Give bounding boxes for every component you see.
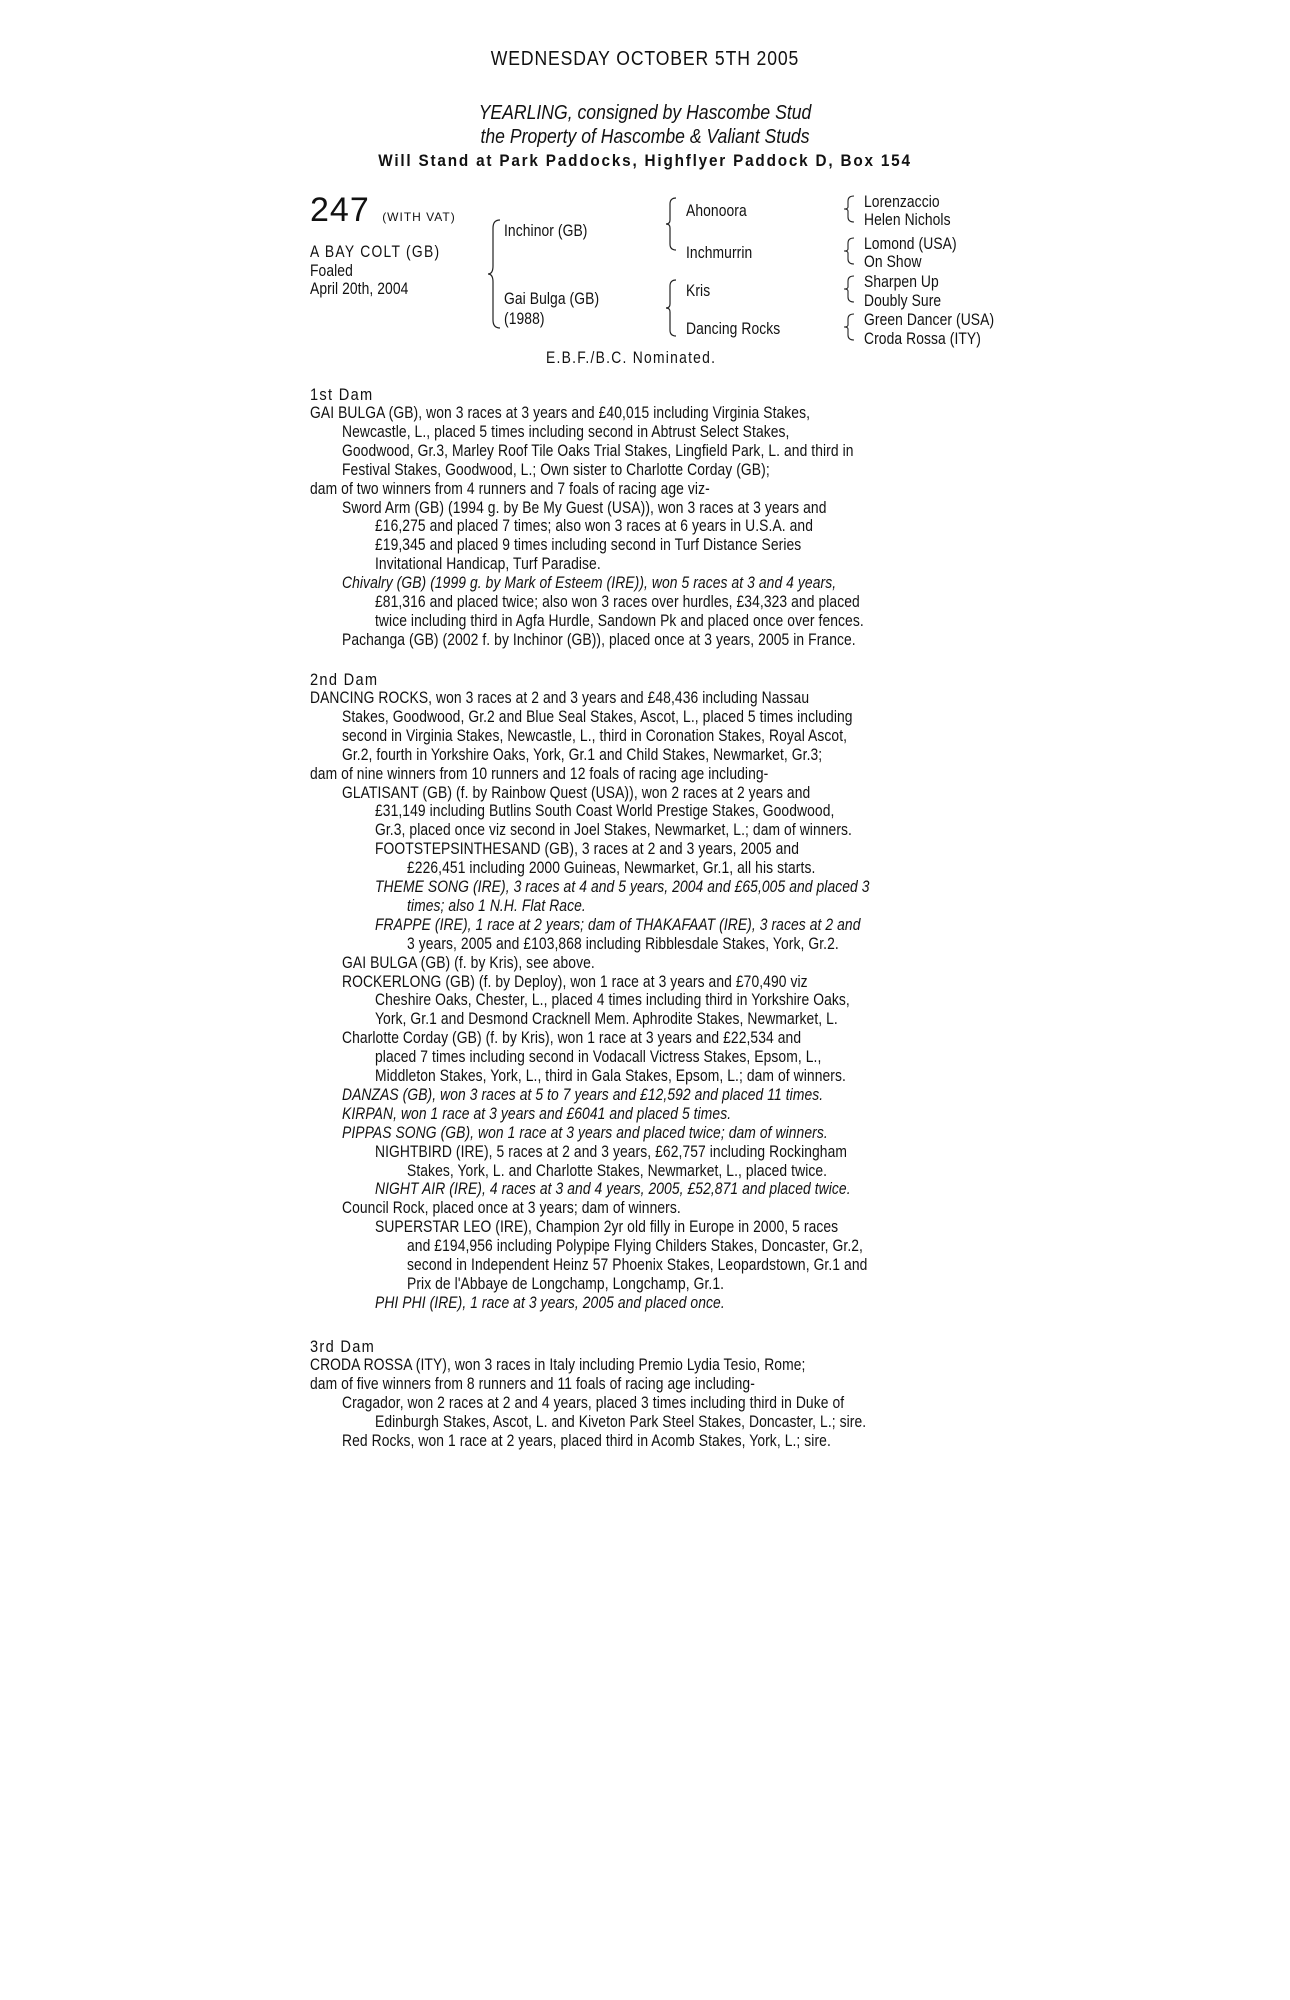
nomination-note: E.B.F./B.C. Nominated. bbox=[546, 349, 717, 367]
lot-header bbox=[310, 191, 456, 230]
ggs-4: On Show bbox=[864, 253, 922, 271]
second-dam-line: PIPPAS SONG (GB), won 1 race at 3 years and placed twice; dam of winners. bbox=[342, 1123, 828, 1142]
second-dam-line: Prix de l'Abbaye de Longchamp, Longchamp, Gr.1. bbox=[407, 1274, 725, 1293]
second-dam-line: PHI PHI (IRE), 1 race at 3 years, 2005 and placed once. bbox=[375, 1293, 725, 1312]
second-dam-line: KIRPAN, won 1 race at 3 years and £6041 and placed 5 times. bbox=[342, 1104, 732, 1123]
ggs-3: Lomond (USA) bbox=[864, 235, 957, 253]
first-dam-heading: 1st Dam bbox=[310, 385, 374, 404]
first-dam-line: GAI BULGA (GB), won 3 races at 3 years and £40,015 including Virginia Stakes, bbox=[310, 404, 811, 422]
second-dam-line: £31,149 including Butlins South Coast World Prestige Stakes, Goodwood, bbox=[375, 802, 835, 821]
first-dam-line: £16,275 and placed 7 times; also won 3 races at 6 years in U.S.A. and bbox=[375, 517, 814, 536]
second-dam-line: second in Independent Heinz 57 Phoenix Stakes, Leopardstown, Gr.1 and bbox=[407, 1256, 868, 1274]
property-line: the Property of Hascombe & Valiant Studs bbox=[480, 126, 810, 148]
ggs-2: Helen Nichols bbox=[864, 211, 951, 229]
second-dam-line: NIGHTBIRD (IRE), 5 races at 2 and 3 years, £62,757 including Rockingham bbox=[375, 1142, 848, 1161]
first-dam-line: Festival Stakes, Goodwood, L.; Own sister to Charlotte Corday (GB); bbox=[342, 460, 770, 479]
second-dam-line: placed 7 times including second in Vodacall Victress Stakes, Epsom, L., bbox=[375, 1048, 822, 1067]
second-dam-line: Stakes, York, L. and Charlotte Stakes, Newmarket, L., placed twice. bbox=[407, 1161, 828, 1180]
first-dam-line: Sword Arm (GB) (1994 g. by Be My Guest (USA)), won 3 races at 3 years and bbox=[342, 498, 827, 517]
second-dam-line: second in Virginia Stakes, Newcastle, L., third in Coronation Stakes, Royal Ascot, bbox=[342, 726, 848, 745]
brace-gg2 bbox=[842, 236, 858, 266]
second-dam-line: FRAPPE (IRE), 1 race at 2 years; dam of THAKAFAAT (IRE), 3 races at 2 and bbox=[375, 915, 861, 934]
third-dam-heading: 3rd Dam bbox=[310, 1337, 376, 1356]
consignor-line: YEARLING, consigned by Hascombe Stud bbox=[478, 102, 812, 124]
brace-gg1 bbox=[842, 194, 858, 224]
second-dam-line: £226,451 including 2000 Guineas, Newmarket, Gr.1, all his starts. bbox=[407, 859, 816, 878]
dam-line-brace bbox=[664, 278, 680, 338]
first-dam-line: twice including third in Agfa Hurdle, Sandown Pk and placed once over fences. bbox=[375, 611, 864, 630]
second-dam-line: 3 years, 2005 and £103,868 including Ribblesdale Stakes, York, Gr.2. bbox=[407, 934, 839, 953]
first-dam-line: £81,316 and placed twice; also won 3 races over hurdles, £34,323 and placed bbox=[375, 593, 860, 611]
third-dam-line: CRODA ROSSA (ITY), won 3 races in Italy including Premio Lydia Tesio, Rome; bbox=[310, 1356, 806, 1374]
second-dam-line: Council Rock, placed once at 3 years; dam of winners. bbox=[342, 1199, 681, 1218]
foaled-label: Foaled bbox=[310, 262, 353, 280]
sire-dam-brace bbox=[486, 218, 506, 330]
ggs-6: Doubly Sure bbox=[864, 292, 942, 310]
second-dam-line: Gr.3, placed once viz second in Joel Stakes, Newmarket, L.; dam of winners. bbox=[375, 821, 853, 840]
third-dam-line: Edinburgh Stakes, Ascot, L. and Kiveton Park Steel Stakes, Doncaster, L.; sire. bbox=[375, 1412, 867, 1431]
vat-note: (WITH VAT) bbox=[382, 210, 456, 224]
lot-description: A BAY COLT (GB) bbox=[310, 243, 441, 261]
ggs-5: Sharpen Up bbox=[864, 273, 939, 291]
second-dam-line: ROCKERLONG (GB) (f. by Deploy), won 1 race at 3 years and £70,490 viz bbox=[342, 972, 808, 991]
second-dam-line: DANCING ROCKS, won 3 races at 2 and 3 years and £48,436 including Nassau bbox=[310, 689, 810, 707]
ggs-1: Lorenzaccio bbox=[864, 193, 940, 211]
first-dam-line: Newcastle, L., placed 5 times including second in Abtrust Select Stakes, bbox=[342, 422, 790, 441]
third-dam-line: Red Rocks, won 1 race at 2 years, placed third in Acomb Stakes, York, L.; sire. bbox=[342, 1431, 831, 1450]
second-dam-line: Charlotte Corday (GB) (f. by Kris), won 1 race at 3 years and £22,534 and bbox=[342, 1029, 802, 1048]
first-dam-line: Invitational Handicap, Turf Paradise. bbox=[375, 555, 601, 574]
sire-name: Inchinor (GB) bbox=[504, 222, 588, 240]
first-dam-line: £19,345 and placed 9 times including second in Turf Distance Series bbox=[375, 536, 802, 555]
second-dam-line: York, Gr.1 and Desmond Cracknell Mem. Aphrodite Stakes, Newmarket, L. bbox=[375, 1010, 838, 1029]
second-dam-line: NIGHT AIR (IRE), 4 races at 3 and 4 years, 2005, £52,871 and placed twice. bbox=[375, 1180, 851, 1199]
second-dam-line: GAI BULGA (GB) (f. by Kris), see above. bbox=[342, 953, 595, 972]
second-dam-line: Middleton Stakes, York, L., third in Gala Stakes, Epsom, L.; dam of winners. bbox=[375, 1067, 846, 1085]
grandsire-2: Inchmurrin bbox=[686, 244, 753, 262]
sire-line-brace bbox=[664, 196, 680, 252]
second-dam-line: times; also 1 N.H. Flat Race. bbox=[407, 896, 586, 915]
sale-date: WEDNESDAY OCTOBER 5TH 2005 bbox=[490, 48, 800, 70]
second-dam-line: SUPERSTAR LEO (IRE), Champion 2yr old filly in Europe in 2000, 5 races bbox=[375, 1218, 839, 1237]
first-dam-line: Chivalry (GB) (1999 g. by Mark of Esteem (IRE)), won 5 races at 3 and 4 years, bbox=[342, 574, 837, 593]
brace-gg3 bbox=[842, 274, 858, 304]
foaled-date: April 20th, 2004 bbox=[310, 280, 409, 298]
second-dam-line: FOOTSTEPSINTHESAND (GB), 3 races at 2 and 3 years, 2005 and bbox=[375, 840, 800, 859]
first-dam-line: dam of two winners from 4 runners and 7 foals of racing age viz- bbox=[310, 479, 710, 498]
second-dam-line: Stakes, Goodwood, Gr.2 and Blue Seal Stakes, Ascot, L., placed 5 times including bbox=[342, 707, 853, 726]
stand-location: Will Stand at Park Paddocks, Highflyer Paddock D, Box 154 bbox=[378, 151, 912, 170]
second-dam-line: dam of nine winners from 10 runners and 12 foals of racing age including- bbox=[310, 764, 769, 783]
dam-year: (1988) bbox=[504, 310, 545, 328]
first-dam-line: Goodwood, Gr.3, Marley Roof Tile Oaks Trial Stakes, Lingfield Park, L. and third in bbox=[342, 441, 854, 460]
ggs-7: Green Dancer (USA) bbox=[864, 311, 995, 329]
second-dam-heading: 2nd Dam bbox=[310, 670, 379, 689]
second-dam-line: THEME SONG (IRE), 3 races at 4 and 5 years, 2004 and £65,005 and placed 3 bbox=[375, 878, 870, 896]
lot-number: 247 bbox=[310, 191, 370, 229]
grandsire-1: Ahonoora bbox=[686, 202, 747, 220]
brace-gg4 bbox=[842, 312, 858, 342]
ggs-8: Croda Rossa (ITY) bbox=[864, 330, 981, 348]
second-dam-line: Cheshire Oaks, Chester, L., placed 4 times including third in Yorkshire Oaks, bbox=[375, 991, 850, 1010]
grandsire-3: Kris bbox=[686, 282, 711, 300]
first-dam-line: Pachanga (GB) (2002 f. by Inchinor (GB)), placed once at 3 years, 2005 in France. bbox=[342, 630, 856, 649]
second-dam-line: DANZAS (GB), won 3 races at 5 to 7 years and £12,592 and placed 11 times. bbox=[342, 1085, 824, 1104]
dam-name: Gai Bulga (GB) bbox=[504, 290, 600, 308]
third-dam-line: dam of five winners from 8 runners and 11 foals of racing age including- bbox=[310, 1374, 755, 1393]
second-dam-line: and £194,956 including Polypipe Flying Childers Stakes, Doncaster, Gr.2, bbox=[407, 1237, 864, 1256]
third-dam-line: Cragador, won 2 races at 2 and 4 years, placed 3 times including third in Duke of bbox=[342, 1393, 845, 1412]
grandsire-4: Dancing Rocks bbox=[686, 320, 781, 338]
second-dam-line: Gr.2, fourth in Yorkshire Oaks, York, Gr.1 and Child Stakes, Newmarket, Gr.3; bbox=[342, 745, 823, 764]
second-dam-line: GLATISANT (GB) (f. by Rainbow Quest (USA)), won 2 races at 2 years and bbox=[342, 783, 811, 802]
